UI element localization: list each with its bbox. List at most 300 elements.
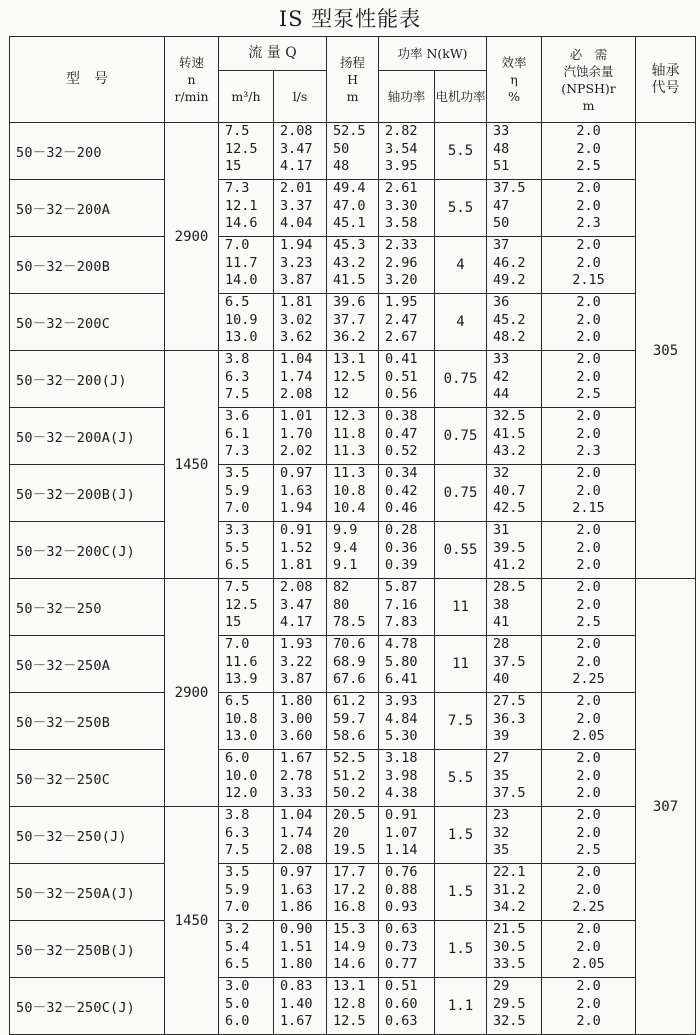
- flow-m3h-cell: [219, 579, 274, 636]
- flow-ls-cell-value: 3.62: [280, 329, 313, 346]
- npsh-cell-value: 2.0: [576, 522, 601, 538]
- npsh-cell-value: 2.0: [576, 693, 601, 709]
- npsh-cell-value: 2.25: [572, 899, 605, 916]
- motor-power-cell: 0.55: [435, 522, 487, 579]
- flow-ls-cell: [274, 579, 327, 636]
- shaft-power-cell: [379, 921, 435, 978]
- flow-ls-cell-value: 0.90: [280, 921, 313, 937]
- efficiency-cell-value: 37.5: [493, 785, 526, 802]
- head-cell-value: 67.6: [333, 671, 366, 688]
- flow-m3h-cell: [219, 978, 274, 1035]
- flow-m3h-cell-value: 13.0: [225, 329, 258, 346]
- npsh-cell: [542, 180, 636, 237]
- flow-m3h-cell-value: 6.5: [225, 557, 250, 574]
- flow-m3h-cell: [219, 351, 274, 408]
- shaft-power-cell: [379, 237, 435, 294]
- flow-m3h-cell-value: 6.5: [225, 693, 250, 709]
- efficiency-cell-value: 41: [493, 614, 510, 631]
- efficiency-cell: [487, 294, 542, 351]
- head-cell-value: 10.4: [333, 500, 366, 517]
- flow-m3h-cell-value: 10.0: [225, 767, 258, 784]
- flow-ls-cell-value: 3.02: [280, 311, 313, 328]
- shaft-power-cell-value: 3.95: [385, 158, 418, 175]
- table-row: [10, 465, 696, 522]
- npsh-cell: [542, 351, 636, 408]
- shaft-power-cell-value: 0.47: [385, 425, 418, 442]
- flow-m3h-cell-value: 3.5: [225, 465, 250, 481]
- npsh-cell-value: 2.0: [576, 579, 601, 595]
- flow-ls-cell-value: 1.80: [280, 956, 313, 973]
- flow-ls-cell: [274, 864, 327, 921]
- model-cell: 50－32－250B(J): [10, 921, 165, 978]
- efficiency-cell: [487, 693, 542, 750]
- flow-m3h-cell-value: 7.5: [225, 579, 250, 595]
- shaft-power-cell-value: 4.38: [385, 785, 418, 802]
- flow-ls-cell-value: 1.86: [280, 899, 313, 916]
- shaft-power-cell-value: 0.34: [385, 465, 418, 481]
- model-cell: 50－32－250B: [10, 693, 165, 750]
- flow-ls-cell-value: 1.74: [280, 824, 313, 841]
- flow-ls-cell-value: 3.37: [280, 197, 313, 214]
- head-cell-value: 17.7: [333, 864, 366, 880]
- efficiency-cell: [487, 180, 542, 237]
- shaft-power-cell-value: 1.14: [385, 842, 418, 859]
- shaft-power-cell-value: 3.20: [385, 272, 418, 289]
- flow-ls-cell-value: 2.78: [280, 767, 313, 784]
- flow-m3h-cell: [219, 294, 274, 351]
- flow-ls-cell-value: 3.33: [280, 785, 313, 802]
- head-cell-value: 50: [333, 140, 350, 157]
- efficiency-cell-value: 28: [493, 636, 510, 652]
- shaft-power-cell-value: 5.87: [385, 579, 418, 595]
- shaft-power-cell: [379, 636, 435, 693]
- npsh-cell-value: 2.0: [576, 881, 601, 898]
- efficiency-cell: [487, 579, 542, 636]
- flow-ls-cell: [274, 351, 327, 408]
- flow-ls-cell: [274, 465, 327, 522]
- head-cell: [327, 579, 379, 636]
- efficiency-cell-value: 48: [493, 140, 510, 157]
- flow-ls-cell-value: 4.17: [280, 158, 313, 175]
- flow-m3h-cell-value: 13.0: [225, 728, 258, 745]
- efficiency-cell-value: 21.5: [493, 921, 526, 937]
- flow-m3h-cell-value: 7.3: [225, 443, 250, 460]
- shaft-power-cell-value: 3.98: [385, 767, 418, 784]
- efficiency-cell-value: 47: [493, 197, 510, 214]
- npsh-cell-value: 2.15: [572, 272, 605, 289]
- flow-m3h-cell-value: 12.5: [225, 140, 258, 157]
- shaft-power-cell-value: 2.61: [385, 180, 418, 196]
- shaft-power-cell-value: 0.51: [385, 978, 418, 994]
- npsh-cell-value: 2.5: [576, 158, 601, 175]
- flow-m3h-cell-value: 14.6: [225, 215, 258, 232]
- shaft-power-cell-value: 5.80: [385, 653, 418, 670]
- npsh-cell-value: 2.0: [576, 351, 601, 367]
- head-cell-value: 49.4: [333, 180, 366, 196]
- flow-m3h-cell-value: 3.8: [225, 351, 250, 367]
- flow-ls-cell: [274, 408, 327, 465]
- flow-ls-cell-value: 2.08: [280, 386, 313, 403]
- efficiency-cell-value: 42.5: [493, 500, 526, 517]
- npsh-cell-value: 2.0: [576, 710, 601, 727]
- head-cell-value: 41.5: [333, 272, 366, 289]
- efficiency-cell-value: 45.2: [493, 311, 526, 328]
- head-cell-value: 39.6: [333, 294, 366, 310]
- flow-m3h-cell-value: 7.0: [225, 636, 250, 652]
- efficiency-cell-value: 46.2: [493, 254, 526, 271]
- shaft-power-cell: [379, 978, 435, 1035]
- efficiency-cell-value: 50: [493, 215, 510, 232]
- head-cell-value: 50.2: [333, 785, 366, 802]
- speed-cell: 1450: [165, 351, 219, 579]
- flow-ls-cell-value: 0.97: [280, 465, 313, 481]
- efficiency-cell-value: 41.2: [493, 557, 526, 574]
- npsh-cell-value: 2.0: [576, 180, 601, 196]
- npsh-cell-value: 2.0: [576, 465, 601, 481]
- motor-power-cell: 0.75: [435, 351, 487, 408]
- flow-m3h-cell-value: 3.8: [225, 807, 250, 823]
- flow-m3h-cell: [219, 864, 274, 921]
- flow-m3h-cell-value: 7.5: [225, 842, 250, 859]
- head-cell-value: 47.0: [333, 197, 366, 214]
- model-cell: 50－32－200B(J): [10, 465, 165, 522]
- flow-ls-cell-value: 1.74: [280, 368, 313, 385]
- shaft-power-cell: [379, 579, 435, 636]
- flow-m3h-cell: [219, 408, 274, 465]
- head-cell-value: 9.4: [333, 539, 358, 556]
- header-flow-m3h: m³/h: [219, 71, 274, 123]
- npsh-cell-value: 2.0: [576, 368, 601, 385]
- head-cell: [327, 180, 379, 237]
- flow-m3h-cell-value: 3.2: [225, 921, 250, 937]
- npsh-cell: [542, 408, 636, 465]
- motor-power-cell: 1.1: [435, 978, 487, 1035]
- motor-power-cell: 5.5: [435, 123, 487, 180]
- shaft-power-cell-value: 2.47: [385, 311, 418, 328]
- npsh-cell-value: 2.0: [576, 254, 601, 271]
- motor-power-cell: 5.5: [435, 180, 487, 237]
- head-cell-value: 82: [333, 579, 350, 595]
- flow-m3h-cell-value: 6.1: [225, 425, 250, 442]
- header-flow-ls: l/s: [274, 71, 327, 123]
- shaft-power-cell: [379, 522, 435, 579]
- efficiency-cell-value: 31.2: [493, 881, 526, 898]
- flow-m3h-cell-value: 15: [225, 158, 242, 175]
- flow-ls-cell-value: 3.47: [280, 596, 313, 613]
- head-cell-value: 70.6: [333, 636, 366, 652]
- shaft-power-cell-value: 0.52: [385, 443, 418, 460]
- motor-power-cell: 1.5: [435, 921, 487, 978]
- flow-m3h-cell-value: 13.9: [225, 671, 258, 688]
- head-cell-value: 11.8: [333, 425, 366, 442]
- npsh-cell-value: 2.0: [576, 750, 601, 766]
- head-cell: [327, 750, 379, 807]
- shaft-power-cell-value: 0.39: [385, 557, 418, 574]
- efficiency-cell: [487, 408, 542, 465]
- flow-m3h-cell-value: 6.3: [225, 824, 250, 841]
- efficiency-cell-value: 35: [493, 842, 510, 859]
- motor-power-cell: 5.5: [435, 750, 487, 807]
- npsh-cell: [542, 237, 636, 294]
- flow-ls-cell-value: 1.81: [280, 294, 313, 310]
- flow-m3h-cell-value: 11.6: [225, 653, 258, 670]
- head-cell: [327, 636, 379, 693]
- table-row: [10, 921, 696, 978]
- head-cell-value: 48: [333, 158, 350, 175]
- head-cell-value: 45.3: [333, 237, 366, 253]
- flow-ls-cell: [274, 294, 327, 351]
- model-cell: 50－32－250(J): [10, 807, 165, 864]
- flow-m3h-cell-value: 6.0: [225, 750, 250, 766]
- head-cell-value: 12.8: [333, 995, 366, 1012]
- model-cell: 50－32－200A(J): [10, 408, 165, 465]
- speed-cell: 2900: [165, 579, 219, 807]
- efficiency-cell: [487, 351, 542, 408]
- flow-m3h-cell-value: 12.0: [225, 785, 258, 802]
- shaft-power-cell-value: 3.54: [385, 140, 418, 157]
- head-cell-value: 12.5: [333, 1013, 366, 1030]
- head-cell: [327, 807, 379, 864]
- npsh-cell: [542, 693, 636, 750]
- table-row: [10, 636, 696, 693]
- shaft-power-cell-value: 0.73: [385, 938, 418, 955]
- flow-ls-cell-value: 1.63: [280, 881, 313, 898]
- efficiency-cell-value: 33.5: [493, 956, 526, 973]
- table-row: [10, 864, 696, 921]
- motor-power-cell: 1.5: [435, 864, 487, 921]
- pump-performance-table: [9, 36, 696, 1035]
- motor-power-cell: 11: [435, 579, 487, 636]
- shaft-power-cell-value: 0.42: [385, 482, 418, 499]
- flow-ls-cell-value: 1.80: [280, 693, 313, 709]
- head-cell: [327, 465, 379, 522]
- bearing-cell: 307: [636, 579, 696, 1035]
- model-cell: 50－32－200A: [10, 180, 165, 237]
- motor-power-cell: 11: [435, 636, 487, 693]
- efficiency-cell-value: 44: [493, 386, 510, 403]
- flow-ls-cell: [274, 807, 327, 864]
- flow-ls-cell-value: 1.94: [280, 237, 313, 253]
- npsh-cell-value: 2.0: [576, 824, 601, 841]
- npsh-cell: [542, 522, 636, 579]
- flow-ls-cell-value: 2.08: [280, 123, 313, 139]
- efficiency-cell-value: 32.5: [493, 408, 526, 424]
- efficiency-cell-value: 23: [493, 807, 510, 823]
- flow-m3h-cell: [219, 750, 274, 807]
- head-cell-value: 15.3: [333, 921, 366, 937]
- header-power: 功率 N(kW): [379, 37, 487, 71]
- efficiency-cell-value: 30.5: [493, 938, 526, 955]
- shaft-power-cell-value: 6.41: [385, 671, 418, 688]
- efficiency-cell: [487, 978, 542, 1035]
- npsh-cell-value: 2.0: [576, 864, 601, 880]
- flow-ls-cell-value: 1.81: [280, 557, 313, 574]
- efficiency-cell-value: 39: [493, 728, 510, 745]
- head-cell-value: 61.2: [333, 693, 366, 709]
- efficiency-cell-value: 29.5: [493, 995, 526, 1012]
- model-cell: 50－32－250: [10, 579, 165, 636]
- model-cell: 50－32－200C(J): [10, 522, 165, 579]
- flow-ls-cell-value: 1.51: [280, 938, 313, 955]
- model-cell: 50－32－200B: [10, 237, 165, 294]
- flow-ls-cell: [274, 123, 327, 180]
- shaft-power-cell-value: 7.16: [385, 596, 418, 613]
- header-flow: 流 量 Q: [219, 37, 327, 71]
- npsh-cell-value: 2.0: [576, 329, 601, 346]
- header-speed: 转速 n r/min: [165, 37, 219, 123]
- flow-ls-cell-value: 4.17: [280, 614, 313, 631]
- shaft-power-cell-value: 0.41: [385, 351, 418, 367]
- npsh-cell-value: 2.0: [576, 636, 601, 652]
- model-cell: 50－32－200: [10, 123, 165, 180]
- efficiency-cell-value: 32: [493, 824, 510, 841]
- npsh-cell-value: 2.0: [576, 294, 601, 310]
- head-cell-value: 20: [333, 824, 350, 841]
- npsh-cell: [542, 864, 636, 921]
- table-row: [10, 750, 696, 807]
- shaft-power-cell-value: 3.30: [385, 197, 418, 214]
- head-cell: [327, 351, 379, 408]
- shaft-power-cell-value: 0.63: [385, 1013, 418, 1030]
- npsh-cell-value: 2.05: [572, 728, 605, 745]
- shaft-power-cell: [379, 351, 435, 408]
- flow-ls-cell-value: 3.60: [280, 728, 313, 745]
- efficiency-cell-value: 33: [493, 351, 510, 367]
- head-cell: [327, 693, 379, 750]
- flow-m3h-cell-value: 10.9: [225, 311, 258, 328]
- npsh-cell-value: 2.0: [576, 539, 601, 556]
- efficiency-cell-value: 37.5: [493, 653, 526, 670]
- shaft-power-cell-value: 2.82: [385, 123, 418, 139]
- npsh-cell-value: 2.3: [576, 443, 601, 460]
- efficiency-cell-value: 40: [493, 671, 510, 688]
- header-shaft-power: 轴功率: [379, 71, 435, 123]
- npsh-cell-value: 2.0: [576, 311, 601, 328]
- npsh-cell-value: 2.0: [576, 482, 601, 499]
- shaft-power-cell: [379, 465, 435, 522]
- shaft-power-cell: [379, 408, 435, 465]
- flow-m3h-cell-value: 6.5: [225, 294, 250, 310]
- flow-m3h-cell-value: 3.3: [225, 522, 250, 538]
- efficiency-cell-value: 32.5: [493, 1013, 526, 1030]
- efficiency-cell-value: 27: [493, 750, 510, 766]
- efficiency-cell: [487, 807, 542, 864]
- shaft-power-cell-value: 0.28: [385, 522, 418, 538]
- flow-m3h-cell-value: 7.5: [225, 386, 250, 403]
- model-cell: 50－32－200(J): [10, 351, 165, 408]
- flow-ls-cell: [274, 978, 327, 1035]
- flow-m3h-cell: [219, 237, 274, 294]
- flow-ls-cell: [274, 180, 327, 237]
- header-npsh: 必 需 汽蚀余量 (NPSH)r m: [542, 37, 636, 123]
- head-cell: [327, 921, 379, 978]
- head-cell: [327, 978, 379, 1035]
- speed-cell: 2900: [165, 123, 219, 351]
- efficiency-cell-value: 42: [493, 368, 510, 385]
- flow-m3h-cell-value: 5.4: [225, 938, 250, 955]
- header-efficiency: 效率 η %: [487, 37, 542, 123]
- shaft-power-cell-value: 3.18: [385, 750, 418, 766]
- table-row: [10, 123, 696, 180]
- npsh-cell-value: 2.0: [576, 557, 601, 574]
- flow-ls-cell-value: 1.40: [280, 995, 313, 1012]
- head-cell-value: 16.8: [333, 899, 366, 916]
- head-cell-value: 37.7: [333, 311, 366, 328]
- npsh-cell-value: 2.15: [572, 500, 605, 517]
- flow-ls-cell-value: 1.04: [280, 351, 313, 367]
- flow-m3h-cell-value: 15: [225, 614, 242, 631]
- npsh-cell: [542, 807, 636, 864]
- shaft-power-cell-value: 0.36: [385, 539, 418, 556]
- head-cell-value: 58.6: [333, 728, 366, 745]
- efficiency-cell-value: 43.2: [493, 443, 526, 460]
- efficiency-cell-value: 49.2: [493, 272, 526, 289]
- efficiency-cell: [487, 864, 542, 921]
- head-cell-value: 13.1: [333, 978, 366, 994]
- head-cell-value: 51.2: [333, 767, 366, 784]
- shaft-power-cell-value: 1.07: [385, 824, 418, 841]
- flow-m3h-cell: [219, 921, 274, 978]
- head-cell-value: 80: [333, 596, 350, 613]
- efficiency-cell-value: 38: [493, 596, 510, 613]
- flow-m3h-cell: [219, 807, 274, 864]
- shaft-power-cell-value: 2.96: [385, 254, 418, 271]
- efficiency-cell-value: 27.5: [493, 693, 526, 709]
- efficiency-cell: [487, 636, 542, 693]
- shaft-power-cell-value: 0.77: [385, 956, 418, 973]
- flow-ls-cell-value: 3.47: [280, 140, 313, 157]
- flow-ls-cell-value: 1.70: [280, 425, 313, 442]
- npsh-cell: [542, 636, 636, 693]
- flow-ls-cell: [274, 522, 327, 579]
- npsh-cell-value: 2.3: [576, 215, 601, 232]
- efficiency-cell-value: 40.7: [493, 482, 526, 499]
- table-row: [10, 237, 696, 294]
- head-cell-value: 20.5: [333, 807, 366, 823]
- shaft-power-cell: [379, 693, 435, 750]
- flow-ls-cell: [274, 693, 327, 750]
- shaft-power-cell-value: 2.67: [385, 329, 418, 346]
- shaft-power-cell-value: 0.60: [385, 995, 418, 1012]
- head-cell: [327, 408, 379, 465]
- head-cell-value: 19.5: [333, 842, 366, 859]
- efficiency-cell-value: 48.2: [493, 329, 526, 346]
- flow-ls-cell: [274, 750, 327, 807]
- head-cell-value: 52.5: [333, 123, 366, 139]
- npsh-cell-value: 2.0: [576, 653, 601, 670]
- shaft-power-cell-value: 0.51: [385, 368, 418, 385]
- efficiency-cell: [487, 465, 542, 522]
- head-cell-value: 43.2: [333, 254, 366, 271]
- page-title: IS 型泵性能表: [278, 7, 422, 31]
- npsh-cell: [542, 294, 636, 351]
- flow-ls-cell-value: 1.94: [280, 500, 313, 517]
- head-cell-value: 13.1: [333, 351, 366, 367]
- head-cell-value: 12: [333, 386, 350, 403]
- head-cell-value: 12.3: [333, 408, 366, 424]
- motor-power-cell: 0.75: [435, 408, 487, 465]
- flow-ls-cell-value: 4.04: [280, 215, 313, 232]
- head-cell: [327, 237, 379, 294]
- flow-m3h-cell-value: 5.5: [225, 539, 250, 556]
- speed-cell: 1450: [165, 807, 219, 1035]
- shaft-power-cell-value: 0.46: [385, 500, 418, 517]
- flow-ls-cell: [274, 237, 327, 294]
- efficiency-cell-value: 36: [493, 294, 510, 310]
- npsh-cell-value: 2.05: [572, 956, 605, 973]
- flow-m3h-cell-value: 5.0: [225, 995, 250, 1012]
- head-cell: [327, 864, 379, 921]
